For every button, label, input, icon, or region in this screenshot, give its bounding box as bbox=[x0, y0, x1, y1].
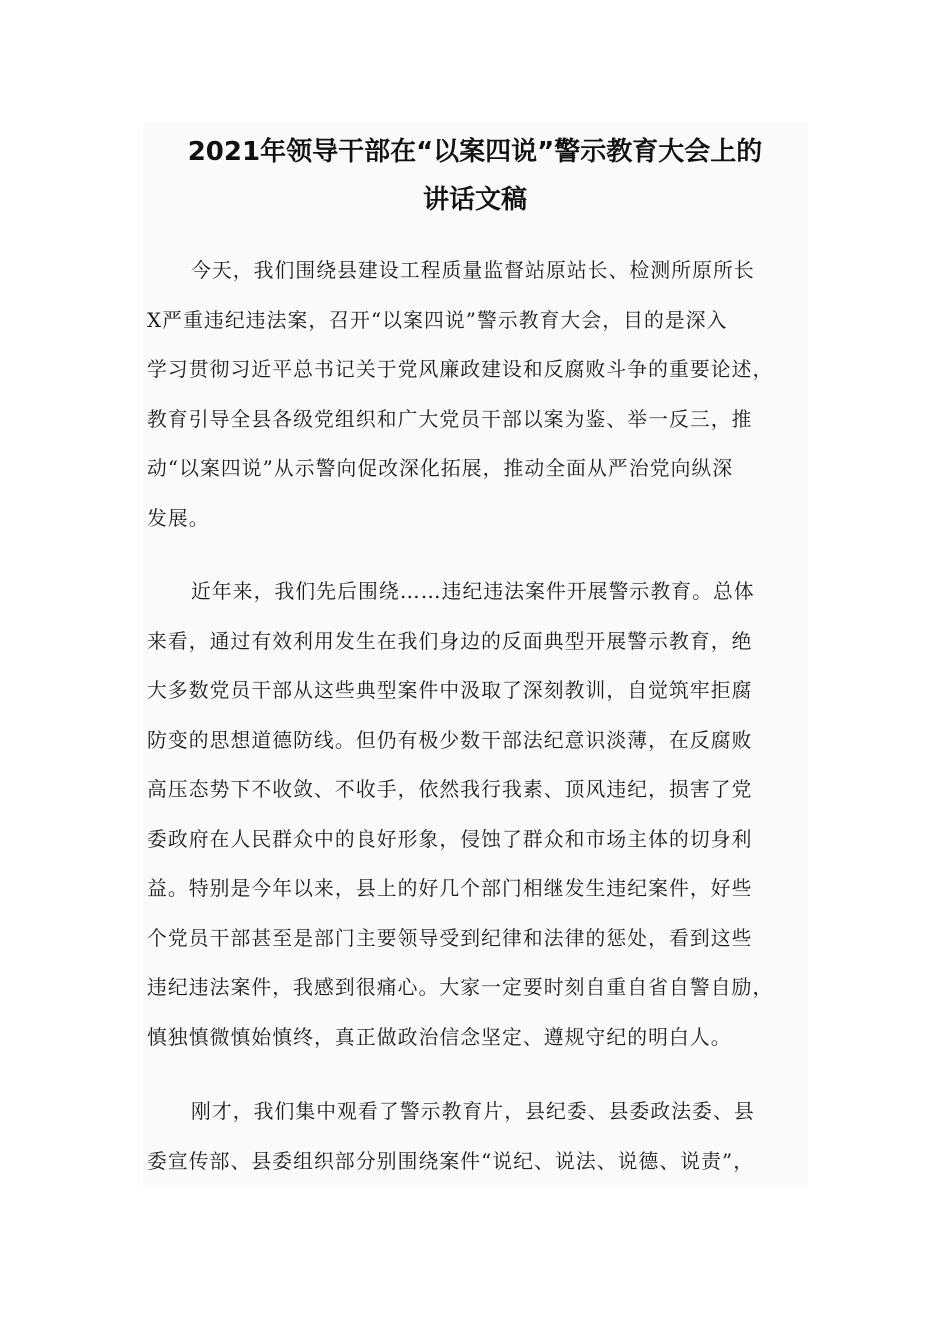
text-line: 近年来，我们先后围绕……违纪违法案件开展警示教育。总体 bbox=[191, 580, 755, 603]
text-line: 学习贯彻习近平总书记关于党风廉政建设和反腐败斗争的重要论述， bbox=[147, 358, 774, 381]
text-line: 刚才，我们集中观看了警示教育片，县纪委、县委政法委、县 bbox=[191, 1100, 755, 1123]
text-line: 今天，我们围绕县建设工程质量监督站原站长、检测所原所长 bbox=[191, 259, 755, 282]
text-line: X严重违纪违法案，召开“以案四说”警示教育大会，目的是深入 bbox=[147, 308, 728, 332]
paragraph-1 bbox=[147, 246, 809, 543]
text-line: 教育引导全县各级党组织和广大党员干部以案为鉴、举一反三，推 bbox=[147, 407, 753, 431]
text-line: 益。特别是今年以来，县上的好几个部门相继发生违纪案件，好些 bbox=[147, 877, 753, 900]
text-line: 大多数党员干部从这些典型案件中汲取了深刻教训，自觉筑牢拒腐 bbox=[147, 679, 753, 702]
text-line: 违纪违法案件，我感到很痛心。大家一定要时刻自重自省自警自励， bbox=[147, 976, 774, 999]
text-line: 高压态势下不收敛、不收手，依然我行我素、顶风违纪，损害了党 bbox=[147, 778, 753, 801]
paragraph-3 bbox=[147, 1087, 809, 1186]
document-title bbox=[0, 128, 950, 224]
text-line: 委政府在人民群众中的良好形象，侵蚀了群众和市场主体的切身利 bbox=[147, 827, 753, 851]
text-line: 慎独慎微慎始慎终，真正做政治信念坚定、遵规守纪的明白人。 bbox=[147, 1025, 732, 1049]
text-line: 个党员干部甚至是部门主要领导受到纪律和法律的惩处，看到这些 bbox=[147, 926, 753, 950]
paragraph-2 bbox=[147, 567, 809, 1062]
text-line: 委宣传部、县委组织部分别围绕案件“说纪、说法、说德、说责”， bbox=[147, 1149, 755, 1173]
title-line: 讲话文稿 bbox=[422, 185, 527, 215]
text-line: 防变的思想道德防线。但仍有极少数干部法纪意识淡薄，在反腐败 bbox=[147, 728, 753, 752]
text-line: 动“以案四说”从示警向促改深化拓展，推动全面从严治党向纵深 bbox=[147, 457, 734, 480]
text-line: 发展。 bbox=[147, 506, 210, 530]
text-line: 来看，通过有效利用发生在我们身边的反面典型开展警示教育，绝 bbox=[147, 629, 753, 653]
title-line: 2021年领导干部在“以案四说”警示教育大会上的 bbox=[187, 137, 763, 167]
